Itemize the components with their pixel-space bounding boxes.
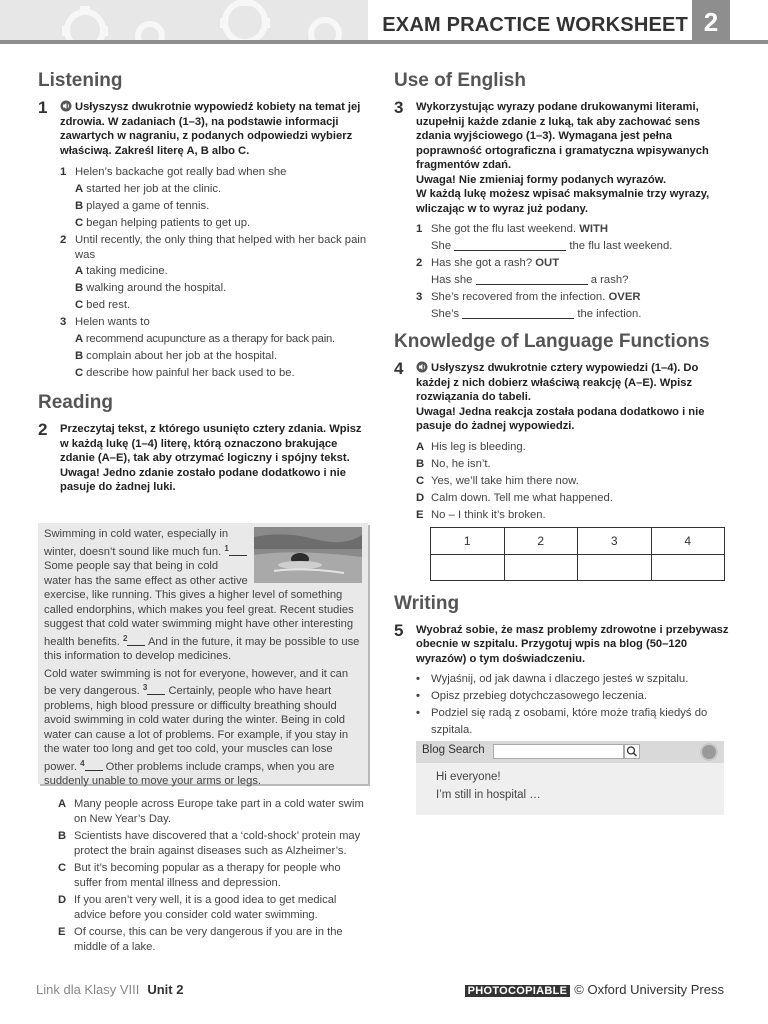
reading-sentence: Certainly, people who have heart problems, high blood pressure or difficulty breathing should avoid swimming in cold water during the winter. Being in cold water can cause a lot of problems. For example, if you stay in the water too long and get too cold, your muscles can lose power. [44, 685, 349, 773]
option-letter: E [416, 508, 424, 521]
line-start: Has she [431, 274, 473, 286]
source-sentence: She got the flu last weekend. [431, 223, 577, 235]
option-b[interactable] [75, 348, 368, 365]
reading-sentence: Other problems include cramps, when you are suddenly unable to move your arms or legs. [44, 760, 335, 787]
gears-icon [0, 0, 368, 44]
listening-instruction-text: Usłyszysz dwukrotnie wypowiedź kobiety na temat jej zdrowia. W zadaniach (1–3), na podstawie informacji zawartych w nagraniu, z podanych odpowiedzi wybierz właściwą. Zakreśl literę A, B albo C. [60, 101, 361, 157]
transformation-line [431, 272, 730, 289]
answer-option-d [58, 893, 370, 922]
listening-questions [60, 164, 368, 382]
option-letter: A [75, 183, 84, 195]
listening-task [38, 100, 368, 158]
answer-table [430, 527, 725, 581]
instruction-note: W każdą lukę możesz wpisać maksymalnie trzy wyrazy, wliczając w to wyraz już podany. [416, 188, 710, 215]
reading-sentence: Swimming in cold water, especially in winter, doesn’t sound like much fun. [44, 528, 229, 558]
item-number: 3 [416, 291, 423, 303]
instruction-text: Wykorzystując wyrazy podane drukowanymi literami, uzupełnij każde zdanie z luką, tak aby zachować sens zdania wyjściowego (1–3). Wymagana jest pełna poprawność ortograficzna i gramatyczna wpisywanych fragmentów zdań. [416, 101, 709, 171]
option-a[interactable] [75, 331, 368, 348]
gap-blank[interactable] [147, 685, 165, 695]
option-text: Of course, this can be very dangerous if you are in the middle of a lake. [74, 926, 343, 953]
transformation-item [416, 289, 730, 306]
option-letter: C [75, 367, 84, 379]
keyword: OVER [608, 291, 641, 303]
bullet-text: Wyjaśnij, od jak dawna i dlaczego jesteś w szpitalu. [431, 673, 689, 685]
option-c[interactable] [75, 297, 368, 314]
instruction-text: Usłyszysz dwukrotnie cztery wypowiedzi (1–4). Do każdej z nich dobierz właściwą reakcję (A–E). Wpisz rozwiązania do tabeli. [416, 362, 699, 403]
reading-sentence: And in the future, it may be possible to use this information to develop medicines. [44, 635, 360, 662]
option-letter: B [75, 350, 84, 362]
option-letter: D [416, 491, 425, 504]
reading-answer-options [58, 797, 370, 957]
option-a[interactable] [75, 181, 368, 198]
answer-cell[interactable] [504, 554, 578, 580]
gap-number: 3 [142, 683, 148, 692]
left-column [38, 70, 368, 495]
keyword: OUT [535, 257, 560, 269]
answer-table-header: 3 [578, 527, 652, 554]
audio-icon [416, 361, 428, 373]
option-text: bed rest. [86, 299, 131, 311]
bullet-icon: • [416, 707, 420, 719]
gap-blank[interactable] [127, 636, 145, 646]
right-column [394, 70, 730, 739]
instruction-note: Uwaga! Nie zmieniaj formy podanych wyrazów. [416, 173, 667, 186]
question-number: 2 [60, 234, 67, 246]
search-icon [625, 745, 639, 758]
language-functions-title: Knowledge of Language Functions [394, 331, 710, 352]
copyright-text: © Oxford University Press [574, 982, 724, 997]
reading-instruction [60, 422, 368, 495]
option-text: complain about her job at the hospital. [86, 350, 278, 362]
option-letter: D [58, 894, 67, 906]
instruction-note: Uwaga! Jedna reakcja została podana dodatkowo i nie pasuje do żadnej wypowiedzi. [416, 405, 705, 432]
keyword: WITH [579, 223, 609, 235]
swimmer-image-icon [254, 527, 362, 583]
option-text: taking medicine. [86, 265, 168, 277]
reading-sentence: Cold water swimming is not for everyone, however, and it can be very dangerous. [44, 667, 349, 697]
answer-option-c [58, 861, 370, 890]
bullet-text: Opisz przebieg dotychczasowego leczenia. [431, 690, 648, 702]
transformation-line [431, 306, 730, 323]
answer-option-e [58, 925, 370, 954]
blog-search-label: Blog Search [422, 744, 485, 756]
answer-table-header: 4 [651, 527, 725, 554]
answer-table-input-row [431, 554, 725, 580]
line-end: a rash? [590, 274, 629, 286]
option-text: walking around the hospital. [86, 282, 227, 294]
blog-first-line: I’m still in hospital … [436, 789, 541, 801]
unit-number-tab: 2 [692, 0, 730, 40]
task-number: 2 [38, 420, 48, 439]
task-number: 4 [394, 359, 404, 378]
reading-text-box [38, 523, 368, 787]
answer-table-header: 1 [431, 527, 505, 554]
reaction-option [416, 456, 730, 473]
answer-cell[interactable] [578, 554, 652, 580]
option-text: No – I think it’s broken. [431, 508, 546, 521]
series-name: Link dla Klasy VIII [36, 982, 140, 997]
writing-bullet [416, 705, 730, 739]
answer-table-header-row [431, 527, 725, 554]
answer-blank[interactable] [462, 307, 574, 319]
writing-instruction: Wyobraź sobie, że masz problemy zdrowotne i przebywasz obecnie w szpitalu. Przygotuj wpis na blog (50–120 wyrazów) o tym doświadczeniu. [416, 623, 729, 665]
option-b[interactable] [75, 280, 368, 297]
reading-instruction-note: Uwaga! Jedno zdanie zostało podane dodatkowo i nie pasuje do żadnej luki. [60, 466, 346, 493]
line-start: She [431, 240, 452, 252]
writing-bullet [416, 671, 730, 688]
question-text: Helen wants to [75, 316, 150, 328]
transformation-items [416, 221, 730, 323]
reading-paragraph-2 [44, 667, 362, 789]
answer-option-b [58, 829, 370, 858]
question-number: 1 [60, 166, 67, 178]
language-functions-instruction [416, 361, 730, 434]
writing-title: Writing [394, 592, 460, 614]
listening-instruction [60, 100, 368, 158]
question-number: 3 [60, 316, 67, 328]
reading-title: Reading [38, 392, 113, 413]
gear-decoration-band [0, 0, 368, 44]
option-letter: B [58, 830, 67, 842]
reaction-option [416, 507, 730, 524]
item-number: 2 [416, 257, 423, 269]
option-letter: C [58, 862, 67, 874]
reaction-option [416, 473, 730, 490]
option-letter: C [75, 217, 84, 229]
question-row [60, 164, 368, 181]
option-text: If you aren’t very well, it is a good idea to get medical advice before you consider cold water swimming. [74, 894, 337, 921]
option-b[interactable] [75, 198, 368, 215]
option-text: recommend acupuncture as a therapy for back pain. [85, 333, 335, 345]
reading-task [38, 422, 368, 495]
source-sentence: Has she got a rash? [431, 257, 533, 269]
bullet-icon: • [416, 690, 420, 702]
option-text: Many people across Europe take part in a cold water swim on New Year’s Day. [74, 798, 364, 825]
gap-blank[interactable] [85, 761, 103, 771]
use-of-english-task [394, 100, 730, 216]
option-text: No, he isn’t. [431, 457, 491, 470]
question-row [60, 232, 368, 263]
option-text: began helping patients to get up. [86, 217, 251, 229]
option-letter: C [416, 474, 425, 487]
photocopiable-badge: PHOTOCOPIABLE [465, 985, 571, 997]
header-divider-right [368, 40, 768, 44]
line-end: the infection. [577, 308, 642, 320]
blog-search-bar [416, 741, 724, 763]
blog-greeting: Hi everyone! [436, 771, 501, 783]
option-text: But it’s becoming popular as a therapy for people who suffer from mental illness and depression. [74, 862, 341, 889]
reaction-option [416, 490, 730, 507]
option-letter: B [416, 457, 425, 470]
page-header [0, 0, 768, 44]
option-text: Scientists have discovered that a ‘cold-shock’ protein may protect the brain against diseases such as Alzheimer’s. [74, 830, 361, 857]
transformation-line [431, 238, 730, 255]
blog-search-input[interactable] [493, 744, 624, 759]
question-text: Until recently, the only thing that helped with her back pain was [75, 234, 367, 261]
option-text: Yes, we’ll take him there now. [431, 474, 579, 487]
question-text: Helen’s backache got really bad when she [75, 166, 287, 178]
option-letter: E [58, 926, 66, 938]
answer-table-header: 2 [504, 527, 578, 554]
transformation-item [416, 255, 730, 272]
gap-blank[interactable] [229, 546, 247, 556]
option-letter: A [75, 265, 84, 277]
gap-number: 4 [80, 758, 85, 768]
option-letter: B [75, 200, 84, 212]
option-c[interactable] [75, 365, 368, 382]
transformation-item [416, 221, 730, 238]
use-of-english-title: Use of English [394, 70, 526, 91]
reading-sentence: Some people say that being in cold water has the same effect as other active exercise, like running. This gives a higher level of something called endorphins, which makes you feel great. Recent studies suggest that cold water swimming might have other interesting health benefits. [44, 560, 354, 648]
unit-label: Unit 2 [147, 982, 184, 997]
option-text: Calm down. Tell me what happened. [431, 491, 613, 504]
option-text: describe how painful her back used to be. [86, 367, 295, 379]
blog-mockup [416, 741, 724, 815]
bullet-icon: • [416, 673, 420, 685]
line-end: the flu last weekend. [569, 240, 673, 252]
answer-blank[interactable] [454, 239, 566, 251]
option-letter: A [58, 798, 67, 810]
reading-instruction-text: Przeczytaj tekst, z którego usunięto cztery zdania. Wpisz w każdą lukę (1–4) literę, którą oznaczono brakujące zdanie (A–E), tak aby otrzymać logiczny i spójny tekst. [60, 423, 362, 464]
option-letter: B [75, 282, 84, 294]
question-row [60, 314, 368, 331]
gap-number: 1 [224, 543, 229, 553]
header-divider-left [0, 40, 368, 44]
footer-left [36, 982, 183, 997]
option-text: His leg is bleeding. [431, 440, 526, 453]
line-start: She’s [431, 308, 460, 320]
language-functions-task [394, 361, 730, 434]
worksheet-title: EXAM PRACTICE WORKSHEET [382, 14, 688, 36]
audio-icon [60, 100, 72, 112]
writing-task [394, 620, 730, 667]
source-sentence: She’s recovered from the infection. [431, 291, 606, 303]
option-letter: C [75, 299, 84, 311]
reaction-option [416, 439, 730, 456]
task-number: 1 [38, 98, 48, 117]
answer-blank[interactable] [476, 273, 588, 285]
option-text: started her job at the clinic. [86, 183, 222, 195]
writing-bullet [416, 688, 730, 705]
task-number: 5 [394, 620, 404, 640]
option-c[interactable] [75, 215, 368, 232]
answer-cell[interactable] [651, 554, 725, 580]
listening-title: Listening [38, 70, 123, 91]
gap-number: 2 [123, 633, 128, 643]
reaction-options [416, 439, 730, 524]
task-number: 3 [394, 98, 404, 117]
page-footer [36, 982, 724, 1000]
answer-option-a [58, 797, 370, 826]
use-of-english-instruction [416, 100, 730, 216]
option-text: played a game of tennis. [86, 200, 210, 212]
bullet-text: Podziel się radą z osobami, które może trafią kiedyś do szpitala. [431, 707, 708, 736]
search-button[interactable] [624, 744, 640, 759]
option-a[interactable] [75, 263, 368, 280]
answer-cell[interactable] [431, 554, 505, 580]
option-letter: A [75, 333, 83, 345]
item-number: 1 [416, 223, 423, 235]
cold-water-swimmer-photo [254, 527, 362, 583]
writing-bullets [416, 671, 730, 739]
blog-logo-icon [700, 743, 718, 761]
option-letter: A [416, 440, 425, 453]
footer-right [465, 982, 724, 997]
blog-post-body[interactable] [416, 763, 724, 815]
